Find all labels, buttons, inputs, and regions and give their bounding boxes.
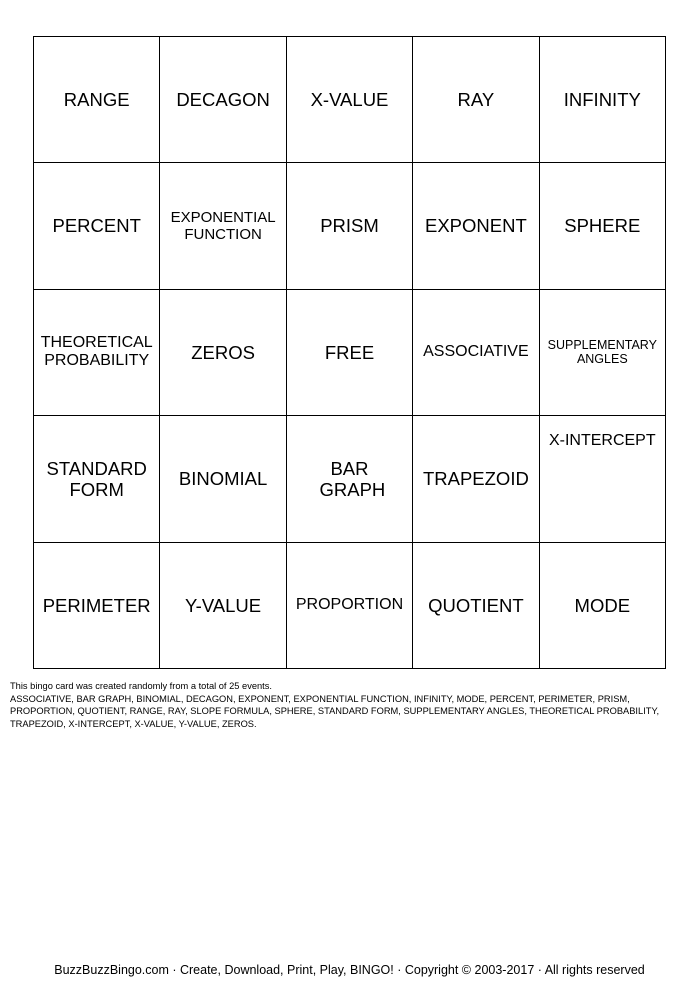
bingo-cell-r1-c2 [160, 37, 286, 163]
bingo-cell-r5-c4 [413, 543, 539, 669]
bingo-cell-r2-c2 [160, 163, 286, 289]
bingo-cell-r2-c3 [287, 163, 413, 289]
bingo-cell-label: MODE [574, 594, 631, 616]
bingo-cell-label: EXPONENTIAL FUNCTION [170, 208, 276, 244]
bingo-cell-r3-c3 [287, 290, 413, 416]
bingo-cell-r3-c1 [34, 290, 160, 416]
card-info-note [10, 680, 690, 730]
bingo-cell-label: RAY [457, 89, 495, 111]
card-info-summary: This bingo card was created randomly from a total of 25 events. [10, 681, 272, 691]
bingo-cell-r2-c4 [413, 163, 539, 289]
bingo-cell-r1-c4 [413, 37, 539, 163]
bingo-cell-r4-c1 [34, 416, 160, 542]
page-footer: BuzzBuzzBingo.com · Create, Download, Print, Play, BINGO! · Copyright © 2003-2017 · All rights reserved [54, 963, 645, 977]
bingo-cell-label: BAR GRAPH [319, 457, 386, 500]
card-events-list: ASSOCIATIVE, BAR GRAPH, BINOMIAL, DECAGON, EXPONENT, EXPONENTIAL FUNCTION, INFINITY, MODE, PERCENT, PERIMETER, PRISM, PROPORTION, QUOTIENT, RANGE, RAY, SLOPE FORMULA, SPHERE, STANDARD FORM, SUPPLEMENTARY ANGLES, THEORETICAL PROBABILITY, TRAPEZOID, X-INTERCEPT, X-VALUE, Y-VALUE, ZEROS. [10, 693, 660, 729]
bingo-cell-r5-c5 [540, 543, 666, 669]
bingo-cell-label: EXPONENT [425, 215, 527, 237]
bingo-cell-label: PRISM [320, 215, 379, 237]
bingo-cell-label: Y-VALUE [185, 594, 262, 616]
bingo-cell-r5-c1 [34, 543, 160, 669]
bingo-cell-label: SUPPLEMENTARY ANGLES [547, 338, 657, 367]
bingo-cell-r1-c1 [34, 37, 160, 163]
bingo-cell-label: PERIMETER [42, 594, 151, 616]
bingo-cell-label: STANDARD FORM [46, 457, 147, 500]
bingo-cell-label: TRAPEZOID [422, 468, 529, 490]
bingo-cell-label: X-VALUE [310, 89, 389, 111]
bingo-cell-label: PERCENT [52, 215, 141, 237]
bingo-cell-r4-c2 [160, 416, 286, 542]
bingo-cell-r3-c2 [160, 290, 286, 416]
bingo-cell-label: DECAGON [176, 89, 270, 111]
bingo-cell-r2-c5 [540, 163, 666, 289]
bingo-cell-r4-c5 [540, 416, 666, 542]
bingo-cell-label: X-INTERCEPT [548, 432, 656, 450]
bingo-cell-label: QUOTIENT [428, 594, 524, 616]
bingo-cell-label: PROPORTION [295, 596, 404, 614]
bingo-cell-r3-c5 [540, 290, 666, 416]
bingo-cell-label: SPHERE [564, 215, 641, 237]
bingo-cell-r5-c2 [160, 543, 286, 669]
bingo-cell-r1-c3 [287, 37, 413, 163]
bingo-card-grid [33, 36, 666, 669]
bingo-cell-label: INFINITY [563, 89, 641, 111]
bingo-cell-r4-c4 [413, 416, 539, 542]
bingo-cell-label: THEORETICAL PROBABILITY [40, 334, 153, 370]
bingo-cell-r5-c3 [287, 543, 413, 669]
bingo-cell-label: BINOMIAL [178, 468, 268, 490]
bingo-cell-r4-c3 [287, 416, 413, 542]
bingo-cell-label: ASSOCIATIVE [423, 343, 529, 361]
bingo-cell-r3-c4 [413, 290, 539, 416]
bingo-cell-label: ZEROS [191, 341, 255, 363]
bingo-cell-label: RANGE [63, 89, 130, 111]
bingo-cell-r2-c1 [34, 163, 160, 289]
bingo-cell-r1-c5 [540, 37, 666, 163]
bingo-cell-label: FREE [324, 341, 375, 363]
